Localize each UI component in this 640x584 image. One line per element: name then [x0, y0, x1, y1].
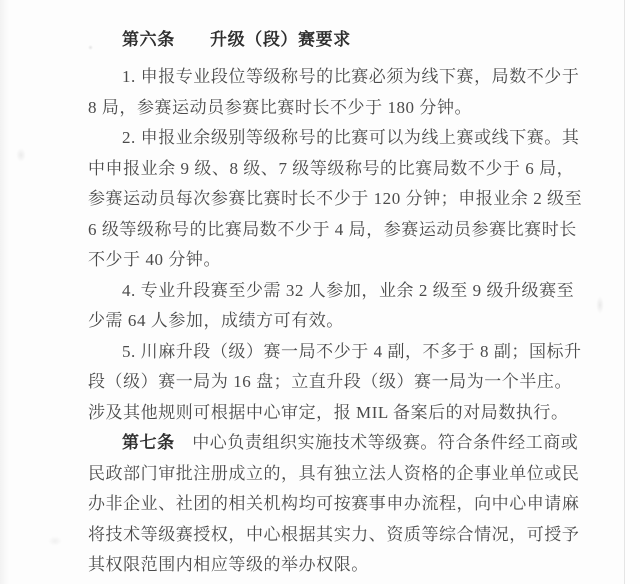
scan-artifact — [48, 536, 62, 546]
text-line — [88, 123, 584, 154]
text-run: 中心负责组织实施技术等级赛。符合条件经工商或 — [192, 433, 579, 452]
document-text — [88, 25, 584, 581]
text-run: 8 局，参赛运动员参赛比赛时长不少于 180 分钟。 — [88, 97, 473, 117]
text-line — [88, 154, 584, 185]
text-run: 不少于 40 分钟。 — [88, 250, 221, 269]
text-run: 将技术等级赛授权，中心根据其实力、资质等综合情况，可授予 — [88, 524, 580, 544]
text-run: 6 级等级称号的比赛局数不少于 4 局，参赛运动员参赛比赛时长 — [88, 219, 577, 239]
page-left-edge-shade — [0, 0, 9, 584]
text-line — [88, 428, 584, 459]
bold-text-run — [175, 30, 210, 49]
text-run: 5. 川麻升段（级）赛一局不少于 4 副，不多于 8 副；国标升 — [122, 341, 582, 361]
text-line — [88, 520, 584, 551]
text-run: 4. 专业升段赛至少需 32 人参加，业余 2 级至 9 级升级赛至 — [122, 280, 575, 300]
page-right-strip — [625, 0, 640, 584]
page-edge-line — [624, 0, 625, 584]
bold-text-run: 升级（段）赛要求 — [210, 30, 351, 49]
text-line — [88, 276, 584, 307]
text-run: 其权限范围内相应等级的举办权限。 — [88, 555, 369, 574]
text-line — [88, 62, 584, 93]
text-run: 涉及其他规则可根据中心审定，报 MIL 备案后的对局数执行。 — [88, 402, 569, 422]
text-run: 2. 申报业余级别等级称号的比赛可以为线上赛或线下赛。其 — [122, 128, 580, 147]
text-line — [88, 489, 584, 520]
text-line — [88, 245, 584, 276]
text-line — [88, 93, 584, 124]
text-line — [88, 459, 584, 490]
text-line — [88, 550, 584, 581]
text-line — [88, 306, 584, 337]
text-line — [88, 367, 584, 398]
text-line — [88, 215, 584, 246]
section-heading-line — [88, 25, 584, 56]
scan-artifact — [596, 296, 604, 314]
text-run: 段（级）赛一局为 16 盘；立直升段（级）赛一局为一个半庄。 — [88, 372, 572, 391]
bold-text-run: 第六条 — [122, 30, 175, 49]
text-run — [175, 433, 193, 452]
text-run: 参赛运动员每次参赛比赛时长不少于 120 分钟；申报业余 2 级至 — [88, 189, 583, 208]
text-line — [88, 337, 584, 368]
text-run: 办非企业、社团的相关机构均可按赛事申办流程，向中心申请麻 — [88, 494, 580, 513]
text-run: 1. 申报专业段位等级称号的比赛必须为线下赛，局数不少于 — [122, 67, 580, 86]
scan-artifact — [16, 148, 26, 162]
text-line — [88, 184, 584, 215]
bold-text-run: 第七条 — [122, 433, 175, 452]
text-line — [88, 398, 584, 429]
text-run: 民政部门审批注册成立的，具有独立法人资格的企事业单位或民 — [88, 463, 580, 483]
text-run: 中申报业余 9 级、8 级、7 级等级称号的比赛局数不少于 6 局， — [88, 158, 575, 178]
text-run: 少需 64 人参加，成绩方可有效。 — [88, 311, 344, 330]
